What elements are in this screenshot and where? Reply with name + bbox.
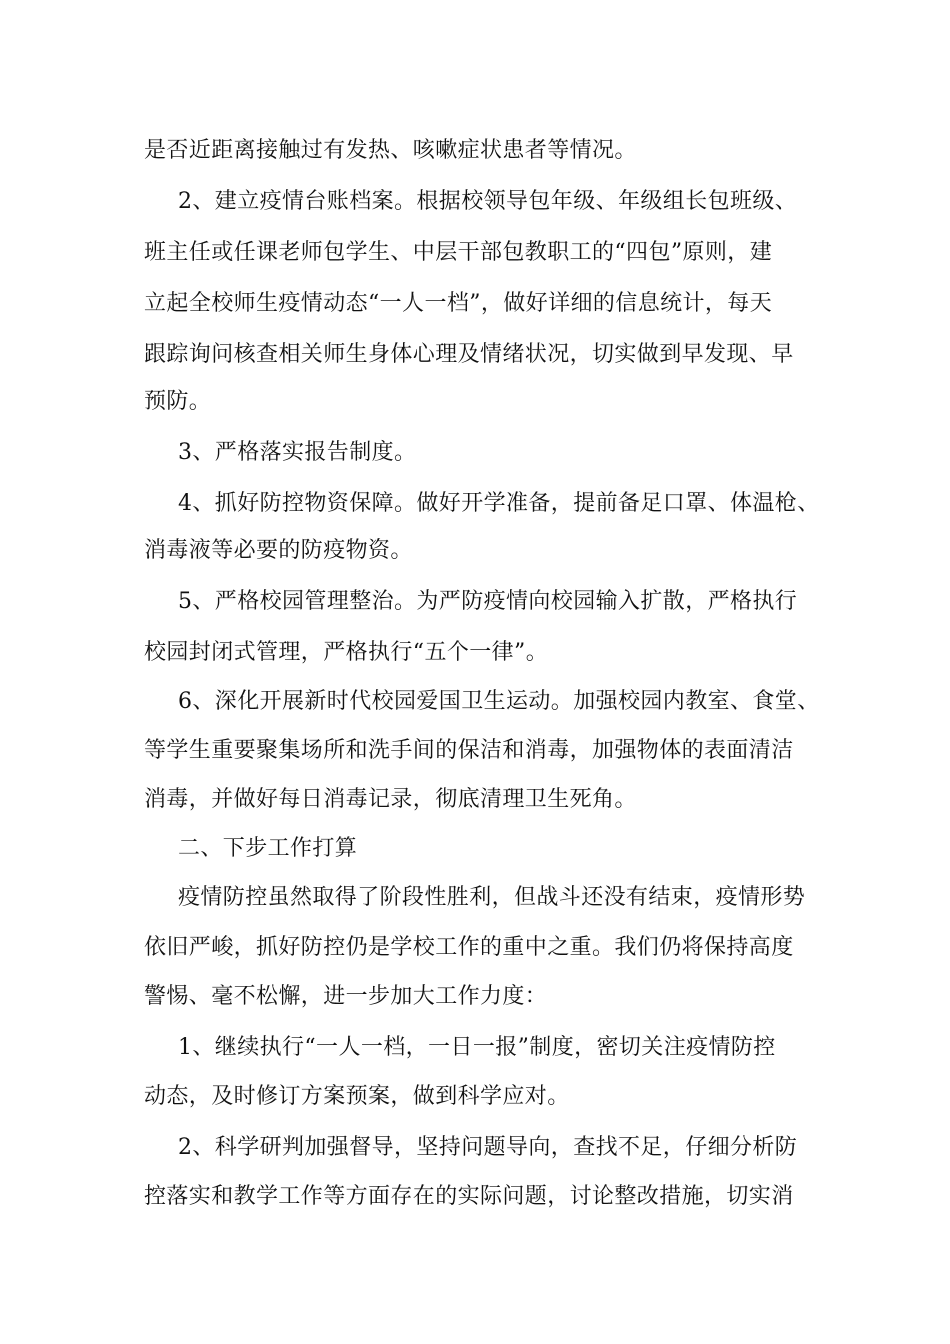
- body-text-line: 消毒液等必要的防疫物资。: [144, 538, 413, 563]
- body-text-line: 动态，及时修订方案预案，做到科学应对。: [144, 1084, 570, 1109]
- body-text-line: 是否近距离接触过有发热、咳嗽症状患者等情况。: [144, 138, 637, 163]
- body-text-line: 校园封闭式管理，严格执行“五个一律”。: [144, 640, 549, 665]
- body-text-line: 控落实和教学工作等方面存在的实际问题，讨论整改措施，切实消: [144, 1184, 794, 1209]
- paragraph-first-line: 2、科学研判加强督导，坚持问题导向，查找不足，仔细分析防: [178, 1135, 798, 1160]
- paragraph-first-line: 3、严格落实报告制度。: [178, 440, 417, 465]
- paragraph-first-line: 疫情防控虽然取得了阶段性胜利，但战斗还没有结束，疫情形势: [178, 885, 806, 910]
- body-text-line: 依旧严峻，抓好防控仍是学校工作的重中之重。我们仍将保持高度: [144, 935, 794, 960]
- section-heading: 二、下步工作打算: [178, 836, 358, 861]
- body-text-line: 警惕、毫不松懈，进一步加大工作力度：: [144, 984, 548, 1009]
- body-text-line: 预防。: [144, 389, 212, 414]
- paragraph-first-line: 6、深化开展新时代校园爱国卫生运动。加强校园内教室、食堂、: [178, 689, 820, 714]
- paragraph-first-line: 2、建立疫情台账档案。根据校领导包年级、年级组长包班级、: [178, 189, 798, 214]
- paragraph-first-line: 4、抓好防控物资保障。做好开学准备，提前备足口罩、体温枪、: [178, 491, 820, 516]
- body-text-line: 跟踪询问核查相关师生身体心理及情绪状况，切实做到早发现、早: [144, 342, 794, 367]
- body-text-line: 消毒，并做好每日消毒记录，彻底清理卫生死角。: [144, 787, 637, 812]
- body-text-line: 班主任或任课老师包学生、中层干部包教职工的“四包”原则，建: [144, 240, 773, 265]
- body-text-line: 立起全校师生疫情动态“一人一档”，做好详细的信息统计，每天: [144, 291, 773, 316]
- body-text-line: 等学生重要聚集场所和洗手间的保洁和消毒，加强物体的表面清洁: [144, 738, 794, 763]
- paragraph-first-line: 5、严格校园管理整治。为严防疫情向校园输入扩散，严格执行: [178, 589, 798, 614]
- paragraph-first-line: 1、继续执行“一人一档，一日一报”制度，密切关注疫情防控: [178, 1035, 776, 1060]
